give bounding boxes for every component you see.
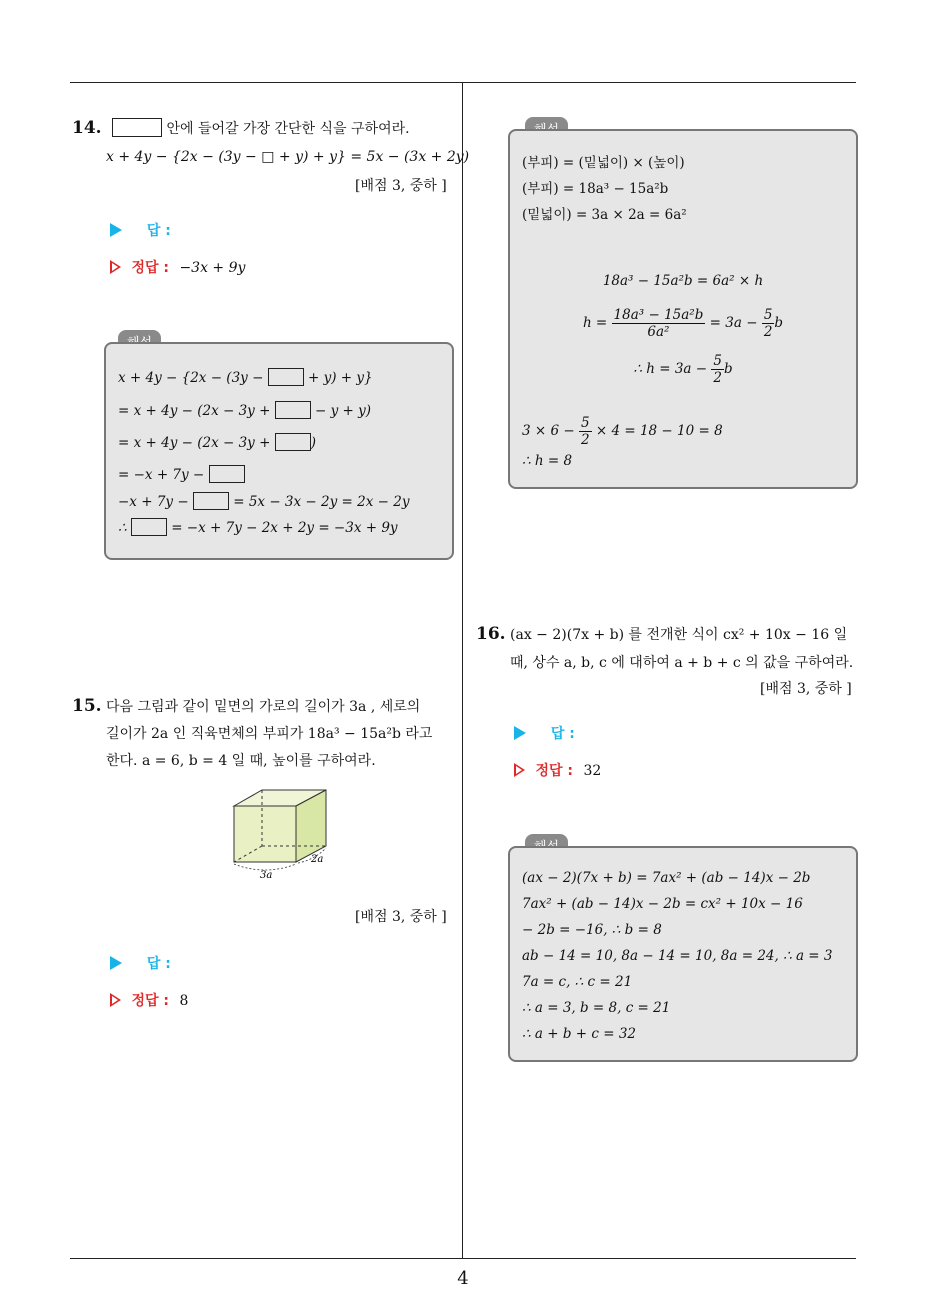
q14-number: 14.: [72, 118, 102, 138]
q14-score: [배점 3, 중하 ]: [355, 178, 447, 194]
q15-answer-label: 답 :: [146, 956, 171, 972]
q14-prompt: 안에 들어갈 가장 간단한 식을 구하여라.: [166, 121, 410, 137]
blank-box: [275, 401, 311, 419]
q15-correct-row: [110, 990, 188, 1010]
fig-label-width: 3a: [260, 870, 273, 881]
blank-box: [131, 518, 167, 536]
q15-sol-line-4: 18a³ − 15a²b = 6a² × h: [602, 273, 764, 289]
q15-sol-line-8: ∴ h = 8: [522, 453, 573, 469]
q14-sol-line-2: = x + 4y − (2x − 3y + − y + y): [118, 403, 372, 419]
q14-correct-value: −3x + 9y: [179, 260, 246, 276]
play-triangle-icon: [514, 726, 526, 740]
page-number: 4: [457, 1268, 469, 1289]
q14-solution-box: [104, 342, 454, 560]
q15-sol-line-6: ∴ h = 3a − $\frac{5}{2}$ b: [633, 353, 733, 386]
q16-correct-row: [514, 760, 601, 780]
play-triangle-icon: [110, 956, 122, 970]
bottom-rule: [70, 1258, 856, 1259]
q14-blank-box: [112, 118, 162, 137]
q16-line-1: 16. (ax − 2)(7x + b) 를 전개한 식이 cx² + 10x − 16 일: [476, 624, 848, 644]
q16-sol-line-1: (ax − 2)(7x + b) = 7ax² + (ab − 14)x − 2b: [522, 870, 811, 886]
q16-correct-value: 32: [583, 763, 602, 779]
q14-sol-line-5: −x + 7y − = 5x − 3x − 2y = 2x − 2y: [118, 494, 410, 510]
play-triangle-icon: [110, 223, 122, 237]
q15-sol-line-3: (밑넓이) = 3a × 2a = 6a²: [522, 207, 687, 223]
q16-sol-line-5: 7a = c, ∴ c = 21: [522, 974, 633, 990]
q14-header: [72, 118, 410, 138]
q15-answer-row[interactable]: [110, 953, 171, 973]
q16-correct-label: 정답 :: [535, 763, 573, 779]
q16-answer-label: 답 :: [550, 726, 575, 742]
cuboid-figure: [222, 784, 352, 884]
q16-answer-row[interactable]: [514, 723, 575, 743]
q15-correct-value: 8: [179, 993, 189, 1009]
q16-sol-line-6: ∴ a = 3, b = 8, c = 21: [522, 1000, 671, 1016]
q14-sol-line-6: ∴ = −x + 7y − 2x + 2y = −3x + 9y: [118, 520, 398, 536]
q16-sol-line-4: ab − 14 = 10, 8a − 14 = 10, 8a = 24, ∴ a = 3: [522, 948, 833, 964]
q15-sol-line-7: 3 × 6 − $\frac{5}{2}$ × 4 = 18 − 10 = 8: [522, 415, 723, 448]
q15-line-2: 길이가 2a 인 직육면체의 부피가 18a³ − 15a²b 라고: [106, 726, 433, 742]
outline-triangle-icon: [514, 763, 525, 777]
outline-triangle-icon: [110, 260, 121, 274]
q14-answer-label: 답 :: [146, 223, 171, 239]
q14-correct-label: 정답 :: [131, 260, 169, 276]
outline-triangle-icon: [110, 993, 121, 1007]
q15-line-3: 한다. a = 6, b = 4 일 때, 높이를 구하여라.: [106, 753, 376, 769]
q16-sol-line-2: 7ax² + (ab − 14)x − 2b = cx² + 10x − 16: [522, 896, 803, 912]
q14-sol-line-1: x + 4y − {2x − (3y − + y) + y}: [118, 370, 373, 386]
q15-line-1: 15. 다음 그림과 같이 밑면의 가로의 길이가 3a , 세로의: [72, 696, 421, 716]
column-divider: [462, 83, 463, 1258]
blank-box: [268, 368, 304, 386]
q14-sol-line-3: = x + 4y − (2x − 3y + ): [118, 435, 316, 451]
q14-equation: x + 4y − {2x − (3y − □ + y) + y} = 5x − (3x + 2y): [106, 149, 470, 165]
q16-number: 16.: [476, 624, 506, 644]
q15-sol-line-1: (부피) = (밑넓이) × (높이): [522, 155, 685, 171]
q16-score: [배점 3, 중하 ]: [760, 681, 852, 697]
fig-label-depth: 2a: [311, 854, 324, 865]
q16-sol-line-7: ∴ a + b + c = 32: [522, 1026, 636, 1042]
q16-sol-line-3: − 2b = −16, ∴ b = 8: [522, 922, 662, 938]
q15-correct-label: 정답 :: [131, 993, 169, 1009]
q15-number: 15.: [72, 696, 102, 716]
q14-answer-row[interactable]: [110, 220, 171, 240]
q16-line-2: 때, 상수 a, b, c 에 대하여 a + b + c 의 값을 구하여라.: [510, 655, 854, 671]
q15-sol-line-2: (부피) = 18a³ − 15a²b: [522, 181, 669, 197]
blank-box: [193, 492, 229, 510]
top-rule: [70, 82, 856, 83]
q15-score: [배점 3, 중하 ]: [355, 909, 447, 925]
q14-sol-line-4: = −x + 7y −: [118, 465, 245, 483]
q15-sol-line-5: h = $\frac{\text{18a³ − 15a²b}}{\text{6a²}}$ = 3a − $\frac{5}{2}$ b: [582, 307, 784, 340]
blank-box: [209, 465, 245, 483]
q16-solution-box: [508, 846, 858, 1062]
blank-box: [275, 433, 311, 451]
q15-solution-box: [508, 129, 858, 489]
q14-correct-row: [110, 257, 245, 277]
